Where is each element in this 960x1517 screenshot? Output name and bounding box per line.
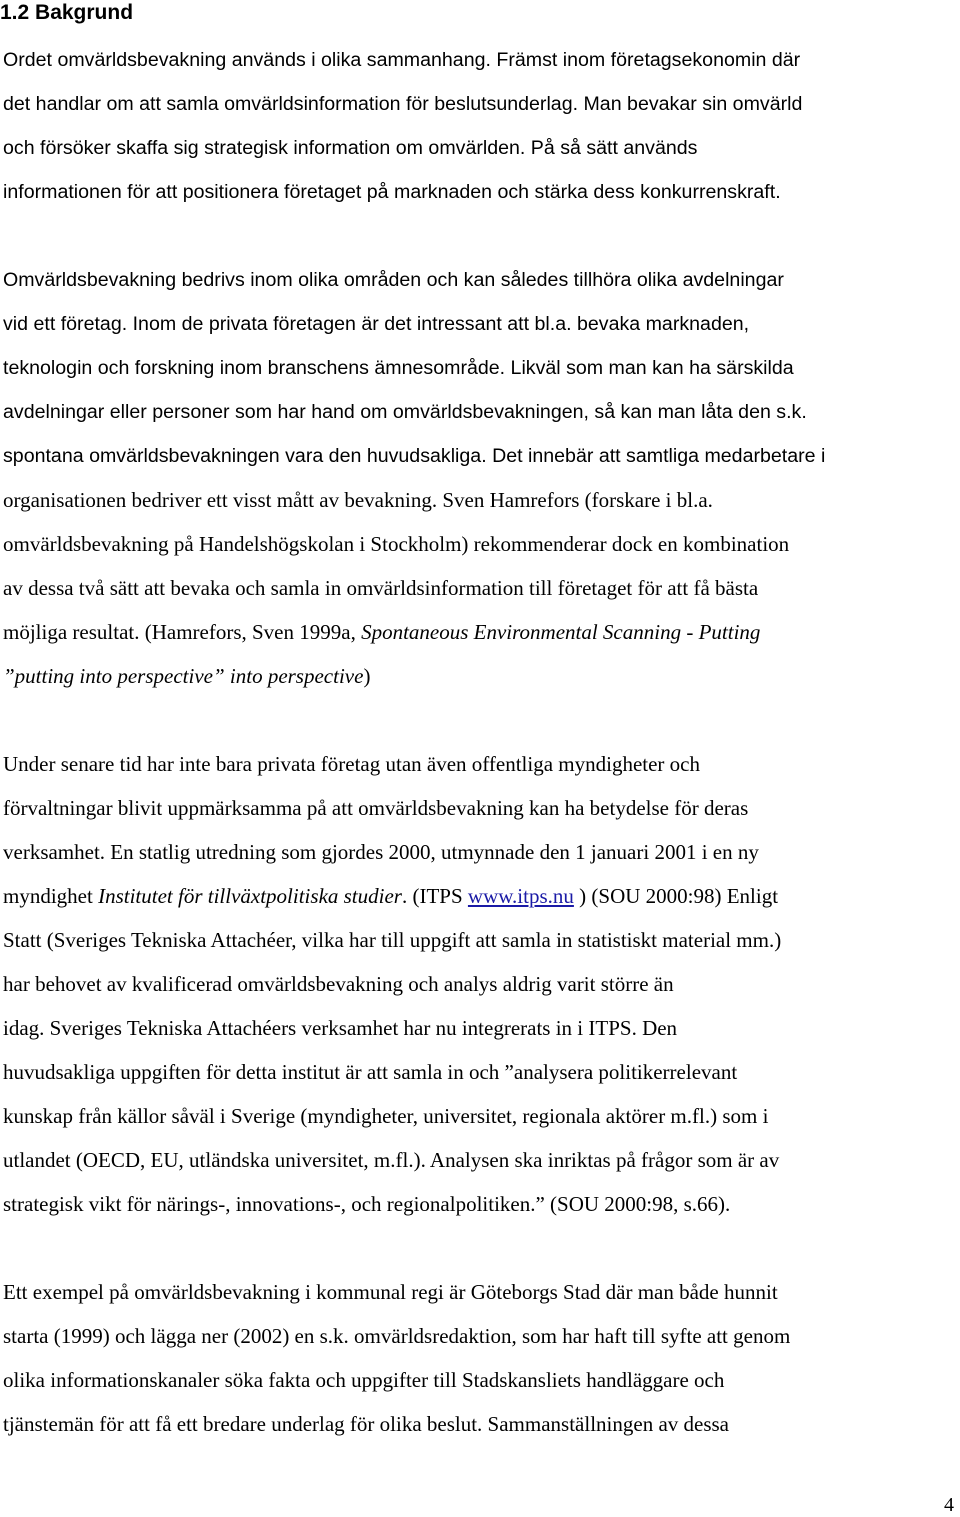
institute-name: Institutet för tillväxtpolitiska studier (98, 884, 402, 908)
paragraph-3-line-8: huvudsakliga uppgiften för detta institut är att samla in och ”analysera politikerrelevant (3, 1060, 738, 1084)
paragraph-2-line-10 (3, 663, 370, 689)
paragraph-2-line-1: Omvärldsbevakning bedrivs inom olika områden och kan således tillhöra olika avdelningar (3, 269, 784, 291)
paragraph-3-line-9: kunskap från källor såväl i Sverige (myndigheter, universitet, regionala aktörer m.fl.) som i (3, 1104, 769, 1128)
paragraph-4-line-3: olika informationskanaler söka fakta och uppgifter till Stadskansliets handläggare och (3, 1368, 725, 1392)
citation-title: Spontaneous Environmental Scanning - Putting (361, 620, 761, 644)
paragraph-3-line-7: idag. Sveriges Tekniska Attachéers verksamhet har nu integrerats in i ITPS. Den (3, 1016, 678, 1040)
paragraph-3-line-5: Statt (Sveriges Tekniska Attachéer, vilka har till uppgift att samla in statistiskt material mm.) (3, 928, 782, 952)
section-heading: 1.2 Bakgrund (0, 1, 134, 24)
paragraph-2-line-5: spontana omvärldsbevakningen vara den huvudsakliga. Det innebär att samtliga medarbetare i (3, 445, 826, 467)
paragraph-1-line-4: informationen för att positionera företaget på marknaden och stärka dess konkurrenskraft. (3, 181, 781, 203)
citation-text: möjliga resultat. (Hamrefors, Sven 1999a, (3, 620, 362, 644)
paragraph-2-line-4: avdelningar eller personer som har hand om omvärldsbevakningen, så kan man låta den s.k. (3, 401, 807, 423)
paragraph-4-line-1: Ett exempel på omvärldsbevakning i kommunal regi är Göteborgs Stad där man både hunnit (3, 1280, 778, 1304)
citation-close: ) (363, 664, 371, 688)
paragraph-3-line-10: utlandet (OECD, EU, utländska universitet, m.fl.). Analysen ska inriktas på frågor som är av (3, 1148, 780, 1172)
paragraph-3-line-11: strategisk vikt för närings-, innovations-, och regionalpolitiken.” (SOU 2000:98, s.66). (3, 1192, 731, 1216)
paragraph-4-line-2: starta (1999) och lägga ner (2002) en s.k. omvärldsredaktion, som har haft till syfte att genom (3, 1324, 791, 1348)
paragraph-3-line-4 (3, 883, 778, 909)
itps-after: . (ITPS (401, 884, 468, 908)
itps-end: ) (SOU 2000:98) Enligt (573, 884, 779, 908)
paragraph-3-line-2: förvaltningar blivit uppmärksamma på att omvärldsbevakning kan ha betydelse för deras (3, 796, 749, 820)
paragraph-3-line-1: Under senare tid har inte bara privata företag utan även offentliga myndigheter och (3, 752, 700, 776)
paragraph-2-line-3: teknologin och forskning inom branschens ämnesområde. Likväl som man kan ha särskilda (3, 357, 794, 379)
paragraph-2-line-8: av dessa två sätt att bevaka och samla in omvärldsinformation till företaget för att få bästa (3, 576, 759, 600)
paragraph-2-line-9 (3, 619, 760, 645)
paragraph-1-line-2: det handlar om att samla omvärldsinformation för beslutsunderlag. Man bevakar sin omvärld (3, 93, 803, 115)
paragraph-2-line-7: omvärldsbevakning på Handelshögskolan i Stockholm) rekommenderar dock en kombination (3, 532, 790, 556)
paragraph-2-line-2: vid ett företag. Inom de privata företagen är det intressant att bl.a. bevaka marknaden, (3, 313, 750, 335)
paragraph-1-line-1: Ordet omvärldsbevakning används i olika sammanhang. Främst inom företagsekonomin där (3, 49, 801, 71)
paragraph-3-line-3: verksamhet. En statlig utredning som gjordes 2000, utmynnade den 1 januari 2001 i en ny (3, 840, 759, 864)
paragraph-4-line-4: tjänstemän för att få ett bredare underlag för olika beslut. Sammanställningen av dessa (3, 1412, 730, 1436)
page-number: 4 (944, 1494, 954, 1516)
itps-before: myndighet (3, 884, 99, 908)
paragraph-2-line-6: organisationen bedriver ett visst mått av bevakning. Sven Hamrefors (forskare i bl.a. (3, 488, 713, 512)
paragraph-3-line-6: har behovet av kvalificerad omvärldsbevakning och analys aldrig varit större än (3, 972, 674, 996)
citation-title-continued: ”putting into perspective” into perspective (3, 664, 364, 688)
paragraph-1-line-3: och försöker skaffa sig strategisk information om omvärlden. På så sätt används (3, 137, 698, 159)
itps-link[interactable]: www.itps.nu (467, 884, 574, 908)
